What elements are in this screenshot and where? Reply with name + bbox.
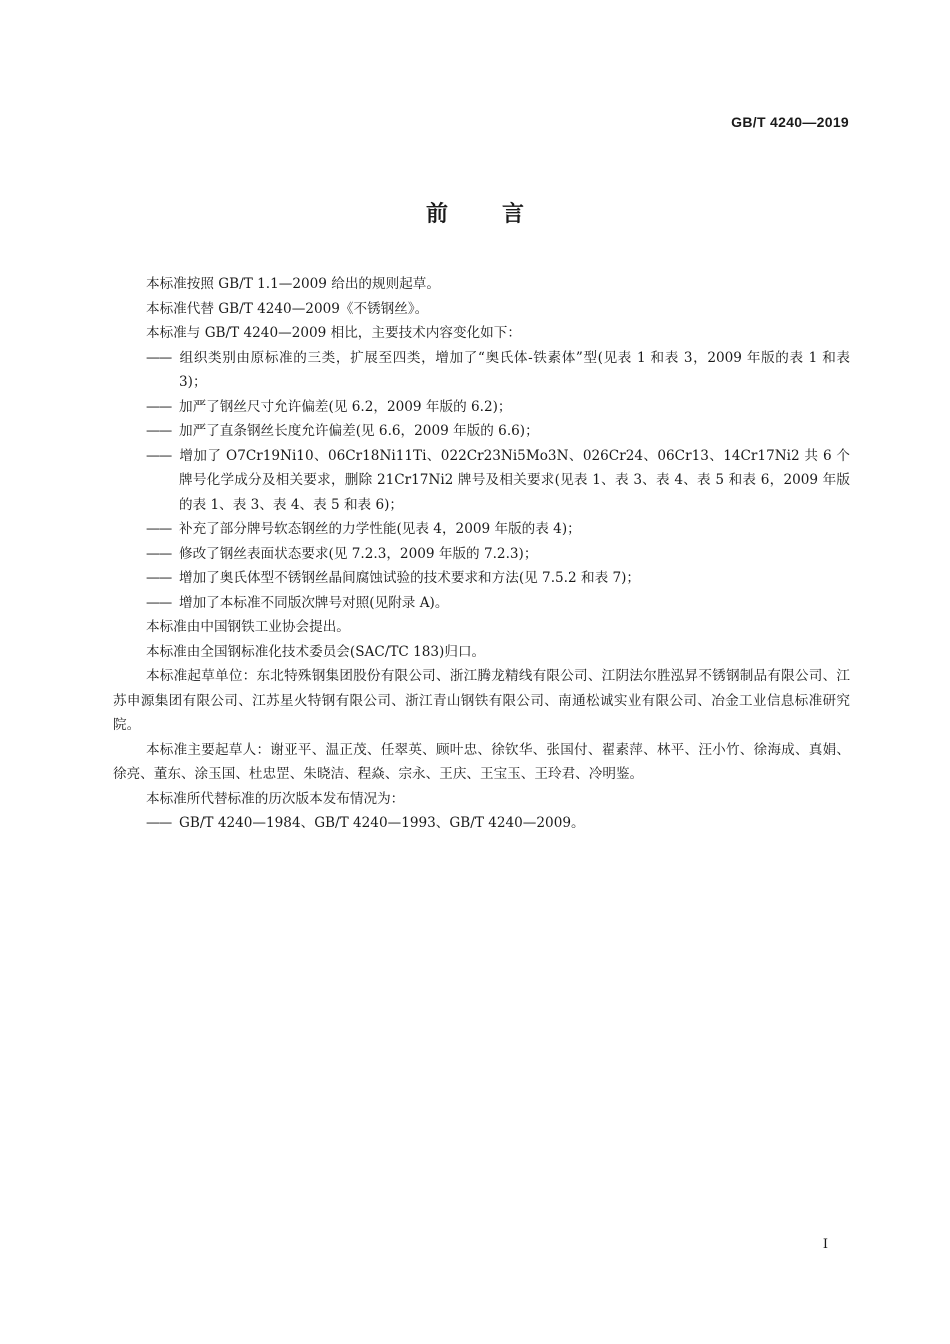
list-item <box>113 811 850 836</box>
list-item-text: 修改了钢丝表面状态要求(见 7.2.3，2009 年版的 7.2.3)； <box>179 545 538 562</box>
list-item <box>113 566 850 591</box>
page-title: 前言 <box>425 202 578 227</box>
dash-marker: —— <box>146 349 172 366</box>
list-item <box>113 591 850 616</box>
list-item-text: 加严了钢丝尺寸允许偏差(见 6.2，2009 年版的 6.2)； <box>179 398 512 415</box>
dash-marker: —— <box>146 570 172 586</box>
list-item-text: 补充了部分牌号软态钢丝的力学性能(见表 4，2009 年版的表 4)； <box>179 521 581 537</box>
list-item <box>113 419 850 444</box>
list-item <box>113 542 850 567</box>
paragraph: 本标准按照 GB/T 1.1—2009 给出的规则起草。 <box>146 276 440 292</box>
dash-marker: —— <box>146 594 172 611</box>
drafters-paragraph: 本标准主要起草人：谢亚平、温正茂、任翠英、顾叶忠、徐钦华、张国付、翟素萍、林平、汪小竹、徐海成、真娟、徐亮、董东、涂玉国、杜忠罡、朱晓洁、程焱、宗永、王庆、王宝玉、王玲君、冷明鉴。 <box>113 741 850 782</box>
list-item-text: GB/T 4240—1984、GB/T 4240—1993、GB/T 4240—2009。 <box>179 815 585 831</box>
list-item-text: 增加了奥氏体型不锈钢丝晶间腐蚀试验的技术要求和方法(见 7.5.2 和表 7)； <box>179 570 641 586</box>
list-item <box>113 395 850 420</box>
standard-code: GB/T 4240—2019 <box>731 114 849 130</box>
list-item-text: 组织类别由原标准的三类，扩展至四类，增加了“奥氏体-铁素体”型(见表 1 和表 3，2009 年版的表 1 和表 3)； <box>179 349 850 390</box>
dash-marker: —— <box>146 545 172 562</box>
list-item-text: 增加了本标准不同版次牌号对照(见附录 A)。 <box>179 594 449 611</box>
list-item <box>113 517 850 542</box>
list-item-text: 增加了 O7Cr19Ni10、06Cr18Ni11Ti、022Cr23Ni5Mo3N、026Cr24、06Cr13、14Cr17Ni2 共 6 个牌号化学成分及相关要求，删除 21Cr17Ni2 牌号及相关要求(见表 1、表 3、表 4、表 5 和表 6，2009 年版的表 1、表 3、表 4、表 5 和表 6)； <box>179 447 850 513</box>
list-item-text: 加严了直条钢丝长度允许偏差(见 6.6，2009 年版的 6.6)； <box>179 423 539 439</box>
dash-marker: —— <box>146 815 172 831</box>
paragraph: 本标准由中国钢铁工业协会提出。 <box>146 619 350 635</box>
dash-marker: —— <box>146 398 172 415</box>
paragraph: 本标准所代替标准的历次版本发布情况为： <box>146 790 405 807</box>
paragraph: 本标准代替 GB/T 4240—2009《不锈钢丝》。 <box>146 300 429 317</box>
page-number: I <box>822 1237 828 1252</box>
dash-marker: —— <box>146 447 172 464</box>
dash-marker: —— <box>146 521 172 537</box>
drafting-units-paragraph: 本标准起草单位：东北特殊钢集团股份有限公司、浙江腾龙精线有限公司、江阴法尔胜泓昇不锈钢制品有限公司、江苏申源集团有限公司、江苏星火特钢有限公司、浙江青山钢铁有限公司、南通松诚实业有限公司、冶金工业信息标准研究院。 <box>113 668 850 733</box>
list-item <box>113 346 850 395</box>
foreword-body <box>113 272 850 836</box>
paragraph: 本标准由全国钢标准化技术委员会(SAC/TC 183)归口。 <box>146 643 486 660</box>
list-item <box>113 444 850 518</box>
dash-marker: —— <box>146 423 172 439</box>
paragraph: 本标准与 GB/T 4240—2009 相比，主要技术内容变化如下： <box>146 325 521 341</box>
